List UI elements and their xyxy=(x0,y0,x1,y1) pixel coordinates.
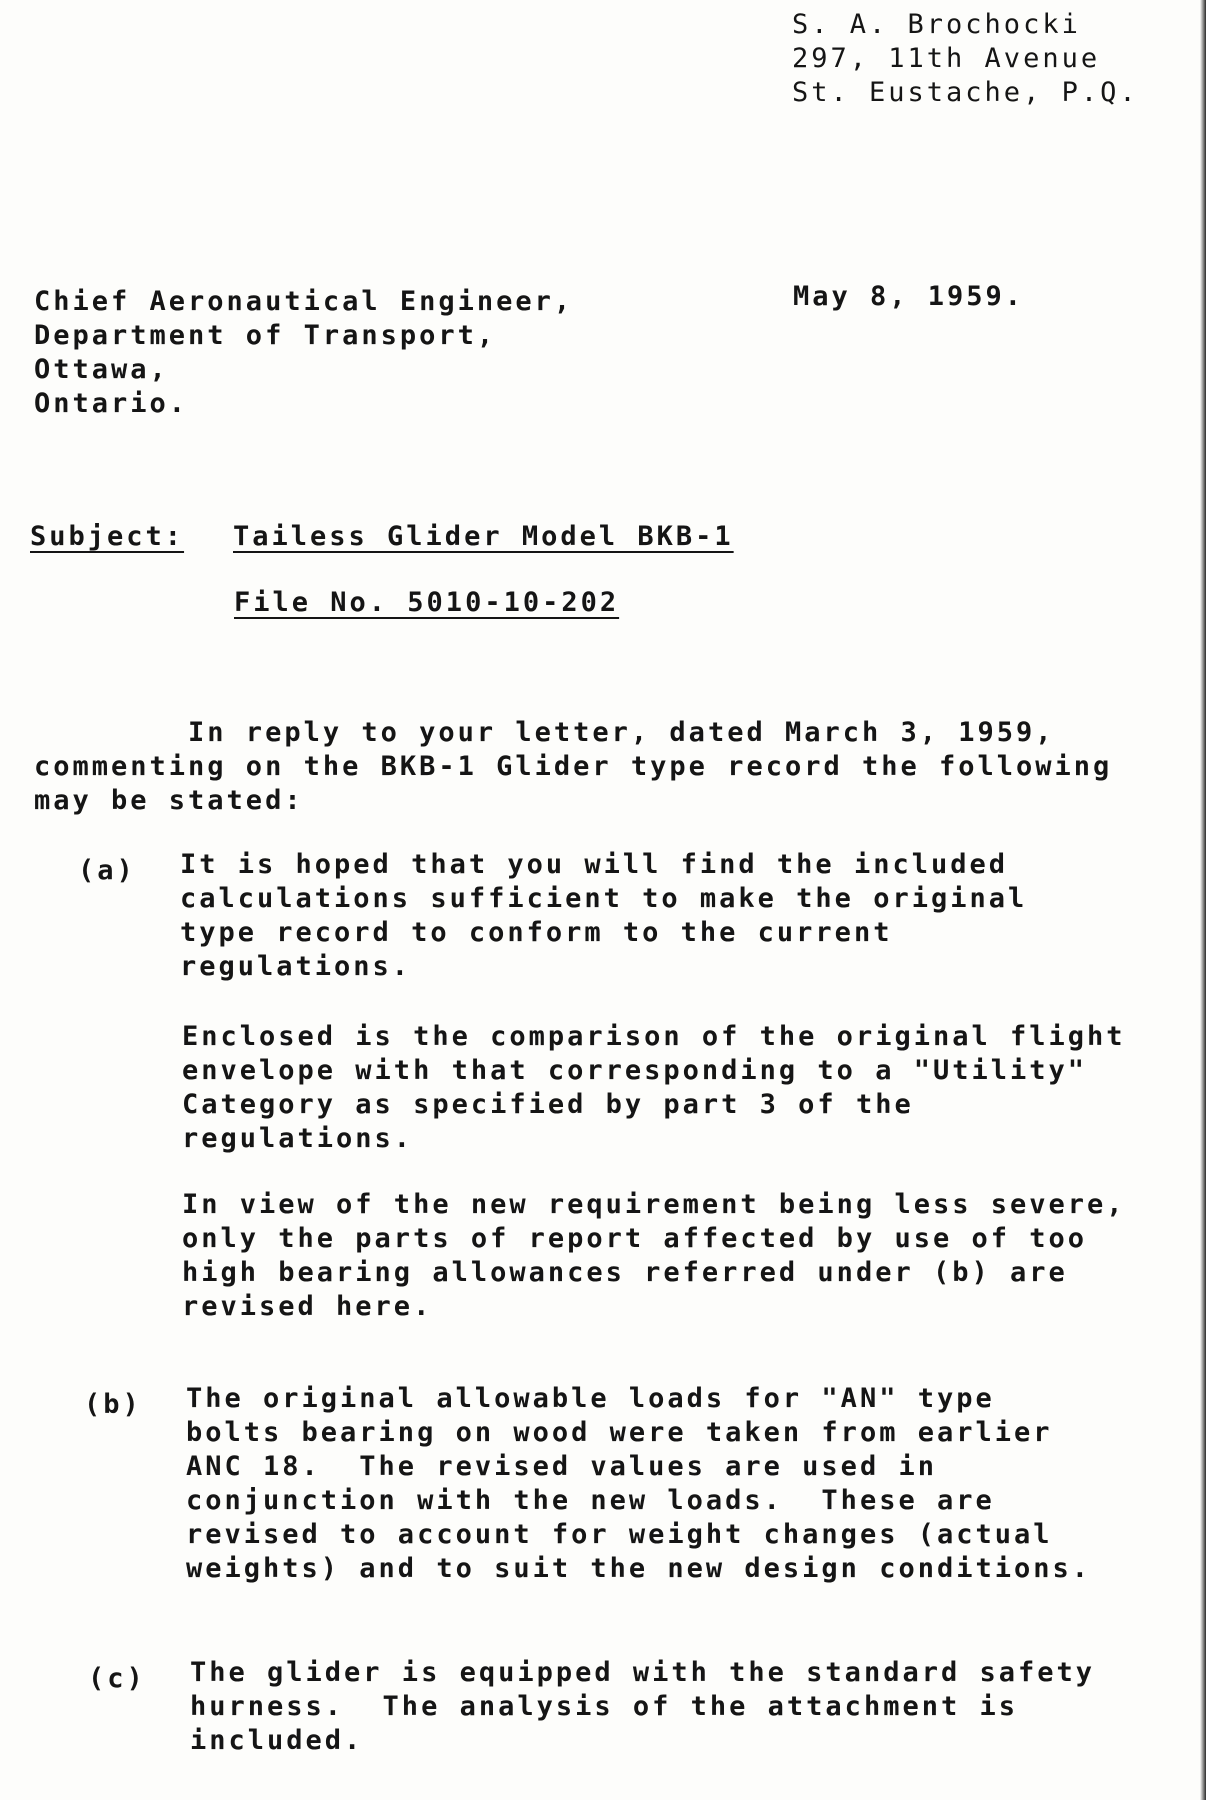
paragraph-line: The glider is equipped with the standard safety xyxy=(190,1657,1096,1688)
intro-paragraph xyxy=(34,716,1112,818)
paragraph-line: It is hoped that you will find the included xyxy=(180,849,1008,880)
item-a-paragraph-3 xyxy=(182,1188,1126,1324)
paragraph-line: revised to account for weight changes (actual xyxy=(186,1519,1053,1550)
letter-date: May 8, 1959. xyxy=(793,281,1025,312)
sender-name: S. A. Brochocki xyxy=(792,9,1081,40)
intro-line: may be stated: xyxy=(34,785,304,816)
item-a-marker: (a) xyxy=(78,855,136,886)
paragraph-line: bolts bearing on wood were taken from earlier xyxy=(186,1417,1053,1448)
paragraph-line: Category as specified by part 3 of the xyxy=(182,1089,914,1120)
recipient-city: Ottawa, xyxy=(34,354,169,385)
paragraph-line: high bearing allowances referred under (b) are xyxy=(182,1257,1068,1288)
paragraph-line: hurness. The analysis of the attachment is xyxy=(190,1691,1018,1722)
intro-line: In reply to your letter, dated March 3, 1959, xyxy=(34,717,1055,748)
paragraph-line: only the parts of report affected by use of too xyxy=(182,1223,1088,1254)
intro-line: commenting on the BKB-1 Glider type record the following xyxy=(34,751,1113,782)
item-b-marker: (b) xyxy=(84,1389,142,1420)
item-a-paragraph-1 xyxy=(180,848,1027,984)
paragraph-line: envelope with that corresponding to a "Utility" xyxy=(182,1055,1088,1086)
recipient-title: Chief Aeronautical Engineer, xyxy=(34,286,574,317)
paragraph-line: included. xyxy=(190,1725,364,1756)
file-number: File No. 5010-10-202 xyxy=(234,587,620,618)
item-b-paragraph xyxy=(186,1382,1091,1586)
sender-street: 297, 11th Avenue xyxy=(792,43,1101,74)
paragraph-line: type record to conform to the current xyxy=(180,917,893,948)
sender-address xyxy=(792,8,1139,110)
paragraph-line: The original allowable loads for "AN" type xyxy=(186,1383,995,1414)
paragraph-line: ANC 18. The revised values are used in xyxy=(186,1451,937,1482)
paragraph-line: Enclosed is the comparison of the original flight xyxy=(182,1021,1126,1052)
paragraph-line: conjunction with the new loads. These are xyxy=(186,1485,995,1516)
paragraph-line: regulations. xyxy=(182,1123,414,1154)
recipient-address xyxy=(34,285,573,421)
scan-edge xyxy=(1200,0,1206,1800)
subject-title: Tailess Glider Model BKB-1 xyxy=(233,521,734,552)
item-a-paragraph-2 xyxy=(182,1020,1126,1156)
subject-label: Subject: xyxy=(30,521,185,552)
recipient-province: Ontario. xyxy=(34,388,189,419)
paragraph-line: regulations. xyxy=(180,951,412,982)
paragraph-line: revised here. xyxy=(182,1291,433,1322)
item-c-paragraph xyxy=(190,1656,1095,1758)
paragraph-line: In view of the new requirement being less severe, xyxy=(182,1189,1126,1220)
item-c-marker: (c) xyxy=(88,1663,146,1694)
paragraph-line: calculations sufficient to make the original xyxy=(180,883,1028,914)
sender-city: St. Eustache, P.Q. xyxy=(792,77,1139,108)
recipient-department: Department of Transport, xyxy=(34,320,497,351)
paragraph-line: weights) and to suit the new design conditions. xyxy=(186,1553,1092,1584)
